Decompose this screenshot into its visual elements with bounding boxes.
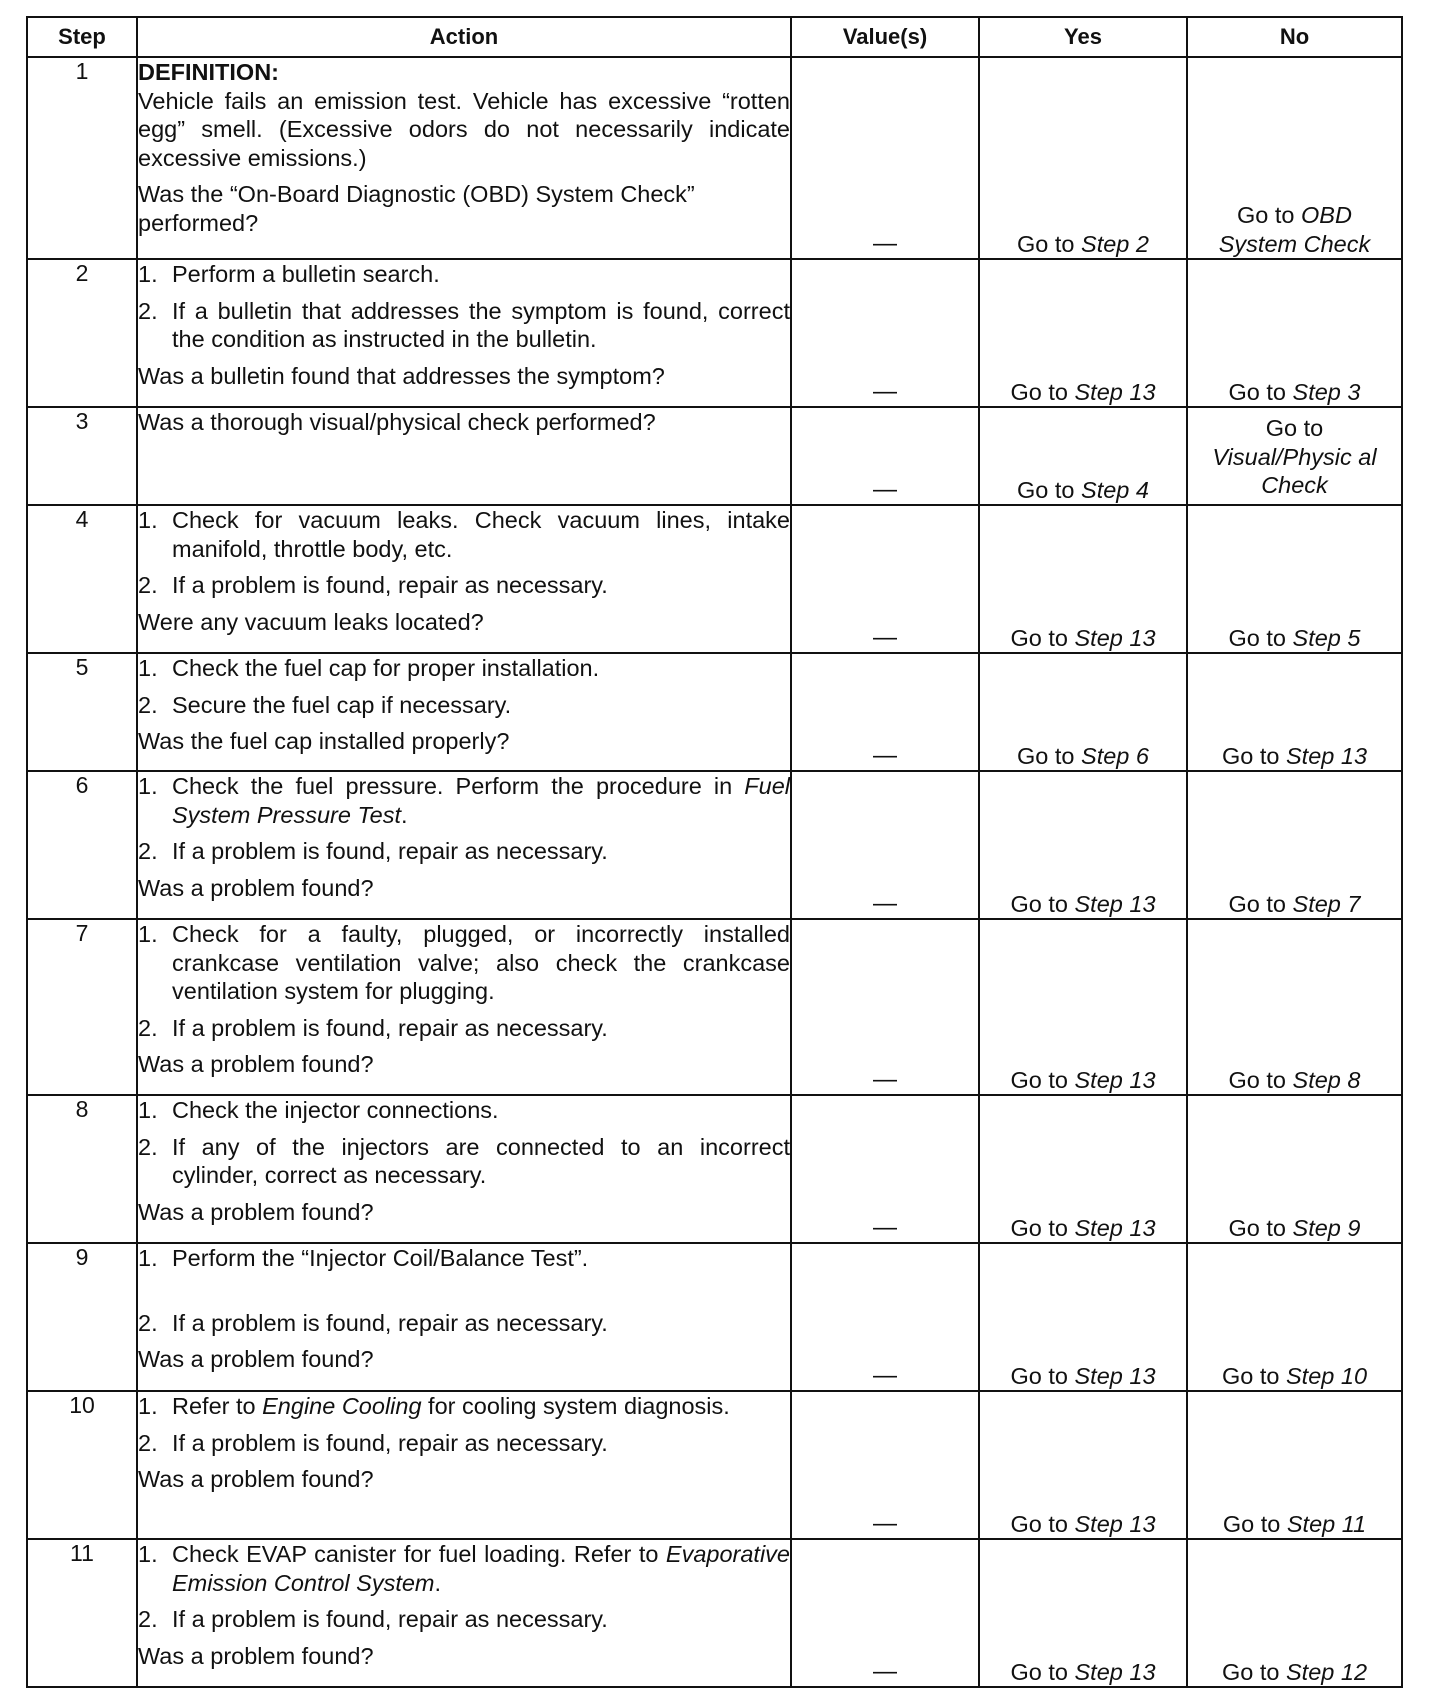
value-cell: —	[791, 1095, 979, 1243]
definition-label: DEFINITION:	[138, 59, 279, 85]
item-text: Secure the fuel cap if necessary.	[172, 691, 512, 718]
step-number: 4	[27, 505, 137, 653]
action-question: Was a problem found?	[138, 1346, 374, 1372]
action-cell	[137, 653, 791, 771]
action-cell	[137, 919, 791, 1095]
action-item	[138, 1014, 790, 1043]
yes-ref: Step 2	[1081, 230, 1149, 257]
item-number: 1.	[138, 261, 158, 287]
no-prefix: Go to	[1222, 1510, 1287, 1537]
diagnostic-table	[26, 16, 1403, 1688]
action-question: Was a problem found?	[138, 1466, 374, 1492]
action-cell	[137, 1391, 791, 1539]
action-cell	[137, 259, 791, 407]
yes-prefix: Go to	[1010, 624, 1075, 651]
action-item	[138, 1429, 790, 1458]
item-text-end: .	[434, 1569, 442, 1596]
table-row	[27, 1539, 1402, 1687]
no-cell	[1187, 259, 1402, 407]
item-text: If a problem is found, repair as necessary.	[172, 838, 608, 864]
value-cell: —	[791, 919, 979, 1095]
no-prefix: Go to	[1221, 742, 1286, 769]
header-yes: Yes	[979, 17, 1187, 57]
yes-prefix: Go to	[1010, 1658, 1075, 1685]
value-cell: —	[791, 259, 979, 407]
action-item	[138, 506, 790, 563]
action-item	[138, 297, 790, 354]
yes-prefix: Go to	[1017, 476, 1082, 503]
action-item	[138, 1309, 790, 1338]
action-item	[138, 1244, 790, 1273]
step-number: 8	[27, 1095, 137, 1243]
yes-cell	[979, 505, 1187, 653]
item-number: 1.	[138, 1541, 158, 1567]
action-question: Were any vacuum leaks located?	[138, 608, 484, 635]
yes-cell	[979, 1539, 1187, 1687]
step-number: 2	[27, 259, 137, 407]
action-item	[138, 1392, 790, 1421]
value-cell: —	[791, 407, 979, 505]
action-question: Was a bulletin found that addresses the symptom?	[138, 362, 665, 389]
step-number: 1	[27, 57, 137, 259]
action-item	[138, 1540, 790, 1597]
item-number: 1.	[138, 1393, 158, 1419]
item-text: Check the fuel pressure. Perform the procedure in	[172, 773, 745, 799]
item-text: Check the injector connections.	[172, 1097, 499, 1123]
no-ref: Step 11	[1286, 1510, 1367, 1537]
action-cell	[137, 407, 791, 505]
no-ref: Step 9	[1292, 1214, 1361, 1241]
yes-cell	[979, 407, 1187, 505]
action-question: Was the fuel cap installed properly?	[138, 728, 510, 754]
item-text: If a problem is found, repair as necessary.	[172, 1606, 608, 1632]
item-text: Check the fuel cap for proper installation.	[172, 655, 600, 681]
item-number: 2.	[138, 838, 158, 864]
yes-ref: Step 13	[1074, 1510, 1156, 1537]
no-cell	[1187, 1243, 1402, 1391]
table-row	[27, 1391, 1402, 1539]
yes-cell	[979, 259, 1187, 407]
diagnostic-document	[26, 16, 1403, 1688]
no-ref: Step 10	[1286, 1362, 1368, 1389]
value-cell: —	[791, 505, 979, 653]
item-text-end: for cooling system diagnosis.	[421, 1393, 730, 1419]
action-cell	[137, 1243, 791, 1391]
yes-cell	[979, 653, 1187, 771]
yes-ref: Step 13	[1074, 1066, 1156, 1093]
item-number: 2.	[138, 297, 158, 324]
item-text: If a problem is found, repair as necessary.	[172, 1014, 608, 1041]
no-prefix: Go to	[1221, 1658, 1286, 1685]
item-number: 2.	[138, 691, 158, 718]
no-cell	[1187, 505, 1402, 653]
item-number: 1.	[138, 1097, 158, 1123]
no-cell	[1187, 407, 1402, 505]
yes-cell	[979, 1095, 1187, 1243]
yes-ref: Step 4	[1081, 476, 1149, 503]
item-number: 2.	[138, 1606, 158, 1632]
action-cell	[137, 1095, 791, 1243]
action-item	[138, 1133, 790, 1190]
no-prefix: Go to	[1265, 415, 1324, 441]
item-text: Perform a bulletin search.	[172, 261, 440, 287]
item-number: 2.	[138, 1133, 158, 1160]
no-cell	[1187, 919, 1402, 1095]
no-prefix: Go to	[1228, 890, 1293, 917]
action-question: Was a problem found?	[138, 1051, 374, 1077]
no-ref: Visual/Physic al Check	[1212, 443, 1377, 498]
action-item	[138, 654, 790, 683]
step-number: 7	[27, 919, 137, 1095]
header-values: Value(s)	[791, 17, 979, 57]
no-ref: Step 8	[1292, 1066, 1361, 1093]
value-cell: —	[791, 771, 979, 919]
table-row	[27, 259, 1402, 407]
item-text: Perform the “Injector Coil/Balance Test”.	[172, 1245, 589, 1271]
action-question: Was a problem found?	[138, 1642, 374, 1669]
table-row	[27, 919, 1402, 1095]
yes-ref: Step 13	[1074, 1362, 1156, 1389]
item-number: 2.	[138, 1014, 158, 1041]
yes-prefix: Go to	[1010, 378, 1075, 405]
no-prefix: Go to	[1221, 1362, 1286, 1389]
item-text: If a problem is found, repair as necessary.	[172, 572, 608, 598]
item-text: Check for vacuum leaks. Check vacuum lines, intake manifold, throttle body, etc.	[172, 507, 790, 562]
no-ref: Step 3	[1292, 378, 1361, 405]
value-cell: —	[791, 1539, 979, 1687]
table-row	[27, 1095, 1402, 1243]
action-item	[138, 571, 790, 600]
yes-cell	[979, 57, 1187, 259]
item-number: 1.	[138, 921, 158, 947]
table-row	[27, 407, 1402, 505]
item-text: Refer to	[172, 1393, 263, 1419]
item-text: Check for a faulty, plugged, or incorrectly installed crankcase ventilation valve; also check the crankcase ventilation system for plugging.	[172, 921, 790, 1004]
no-ref: OBD System Check	[1218, 202, 1371, 257]
action-item	[138, 772, 790, 829]
no-cell	[1187, 57, 1402, 259]
yes-cell	[979, 1243, 1187, 1391]
table-row	[27, 505, 1402, 653]
action-item	[138, 260, 790, 289]
item-reference: Fuel System Pressure Test	[172, 773, 790, 828]
item-text: If a problem is found, repair as necessary.	[172, 1429, 608, 1456]
no-ref: Step 5	[1292, 624, 1361, 651]
yes-prefix: Go to	[1017, 742, 1082, 769]
action-question: Was a thorough visual/physical check performed?	[138, 409, 656, 435]
yes-prefix: Go to	[1010, 1066, 1075, 1093]
table-row	[27, 771, 1402, 919]
action-cell	[137, 57, 791, 259]
table-row	[27, 653, 1402, 771]
no-prefix: Go to	[1237, 202, 1302, 228]
yes-cell	[979, 919, 1187, 1095]
action-cell	[137, 505, 791, 653]
no-prefix: Go to	[1228, 378, 1293, 405]
step-number: 3	[27, 407, 137, 505]
header-step: Step	[27, 17, 137, 57]
action-question: Was the “On-Board Diagnostic (OBD) System Check” performed?	[138, 181, 695, 236]
yes-ref: Step 13	[1074, 890, 1156, 917]
no-cell	[1187, 771, 1402, 919]
value-cell: —	[791, 1391, 979, 1539]
item-number: 1.	[138, 773, 158, 799]
item-number: 2.	[138, 572, 158, 598]
no-cell	[1187, 1539, 1402, 1687]
item-number: 2.	[138, 1429, 158, 1456]
action-cell	[137, 1539, 791, 1687]
header-action: Action	[137, 17, 791, 57]
value-cell: —	[791, 57, 979, 259]
action-item	[138, 1096, 790, 1125]
item-text: If a problem is found, repair as necessary.	[172, 1309, 608, 1336]
action-item	[138, 691, 790, 720]
header-row	[27, 17, 1402, 57]
action-item	[138, 920, 790, 1006]
value-cell: —	[791, 653, 979, 771]
step-number: 9	[27, 1243, 137, 1391]
yes-ref: Step 6	[1081, 742, 1149, 769]
yes-cell	[979, 771, 1187, 919]
no-cell	[1187, 653, 1402, 771]
item-number: 2.	[138, 1309, 158, 1336]
item-text-end: .	[401, 801, 408, 828]
step-number: 11	[27, 1539, 137, 1687]
item-number: 1.	[138, 1245, 158, 1271]
item-text: If a bulletin that addresses the symptom is found, correct the condition as instructed in the bulletin.	[172, 297, 790, 352]
item-text: If any of the injectors are connected to an incorrect cylinder, correct as necessary.	[172, 1133, 790, 1188]
table-row	[27, 1243, 1402, 1391]
no-ref: Step 13	[1286, 742, 1368, 769]
no-prefix: Go to	[1228, 624, 1293, 651]
item-number: 1.	[138, 655, 158, 681]
yes-prefix: Go to	[1010, 1362, 1075, 1389]
yes-ref: Step 13	[1074, 1214, 1156, 1241]
yes-prefix: Go to	[1017, 230, 1082, 257]
action-item	[138, 1605, 790, 1634]
yes-cell	[979, 1391, 1187, 1539]
action-question: Was a problem found?	[138, 874, 374, 901]
yes-prefix: Go to	[1010, 1510, 1075, 1537]
yes-ref: Step 13	[1074, 378, 1156, 405]
no-ref: Step 12	[1286, 1658, 1368, 1685]
step-number: 6	[27, 771, 137, 919]
action-item	[138, 837, 790, 866]
yes-prefix: Go to	[1010, 890, 1075, 917]
item-text: Check EVAP canister for fuel loading. Refer to	[172, 1541, 666, 1567]
item-reference: Evaporative Emission Control System	[172, 1541, 790, 1596]
action-cell	[137, 771, 791, 919]
yes-ref: Step 13	[1074, 1658, 1156, 1685]
item-number: 1.	[138, 507, 158, 533]
no-cell	[1187, 1391, 1402, 1539]
no-prefix: Go to	[1228, 1214, 1293, 1241]
step-number: 5	[27, 653, 137, 771]
no-prefix: Go to	[1228, 1066, 1293, 1093]
yes-ref: Step 13	[1074, 624, 1156, 651]
step-number: 10	[27, 1391, 137, 1539]
yes-prefix: Go to	[1010, 1214, 1075, 1241]
action-question: Was a problem found?	[138, 1198, 374, 1225]
definition-text: Vehicle fails an emission test. Vehicle has excessive “rotten egg” smell. (Excessive odors do not necessarily indicate excessive emissions.)	[138, 87, 790, 171]
no-ref: Step 7	[1292, 890, 1361, 917]
no-cell	[1187, 1095, 1402, 1243]
value-cell: —	[791, 1243, 979, 1391]
item-reference: Engine Cooling	[262, 1393, 422, 1419]
header-no: No	[1187, 17, 1402, 57]
table-row	[27, 57, 1402, 259]
